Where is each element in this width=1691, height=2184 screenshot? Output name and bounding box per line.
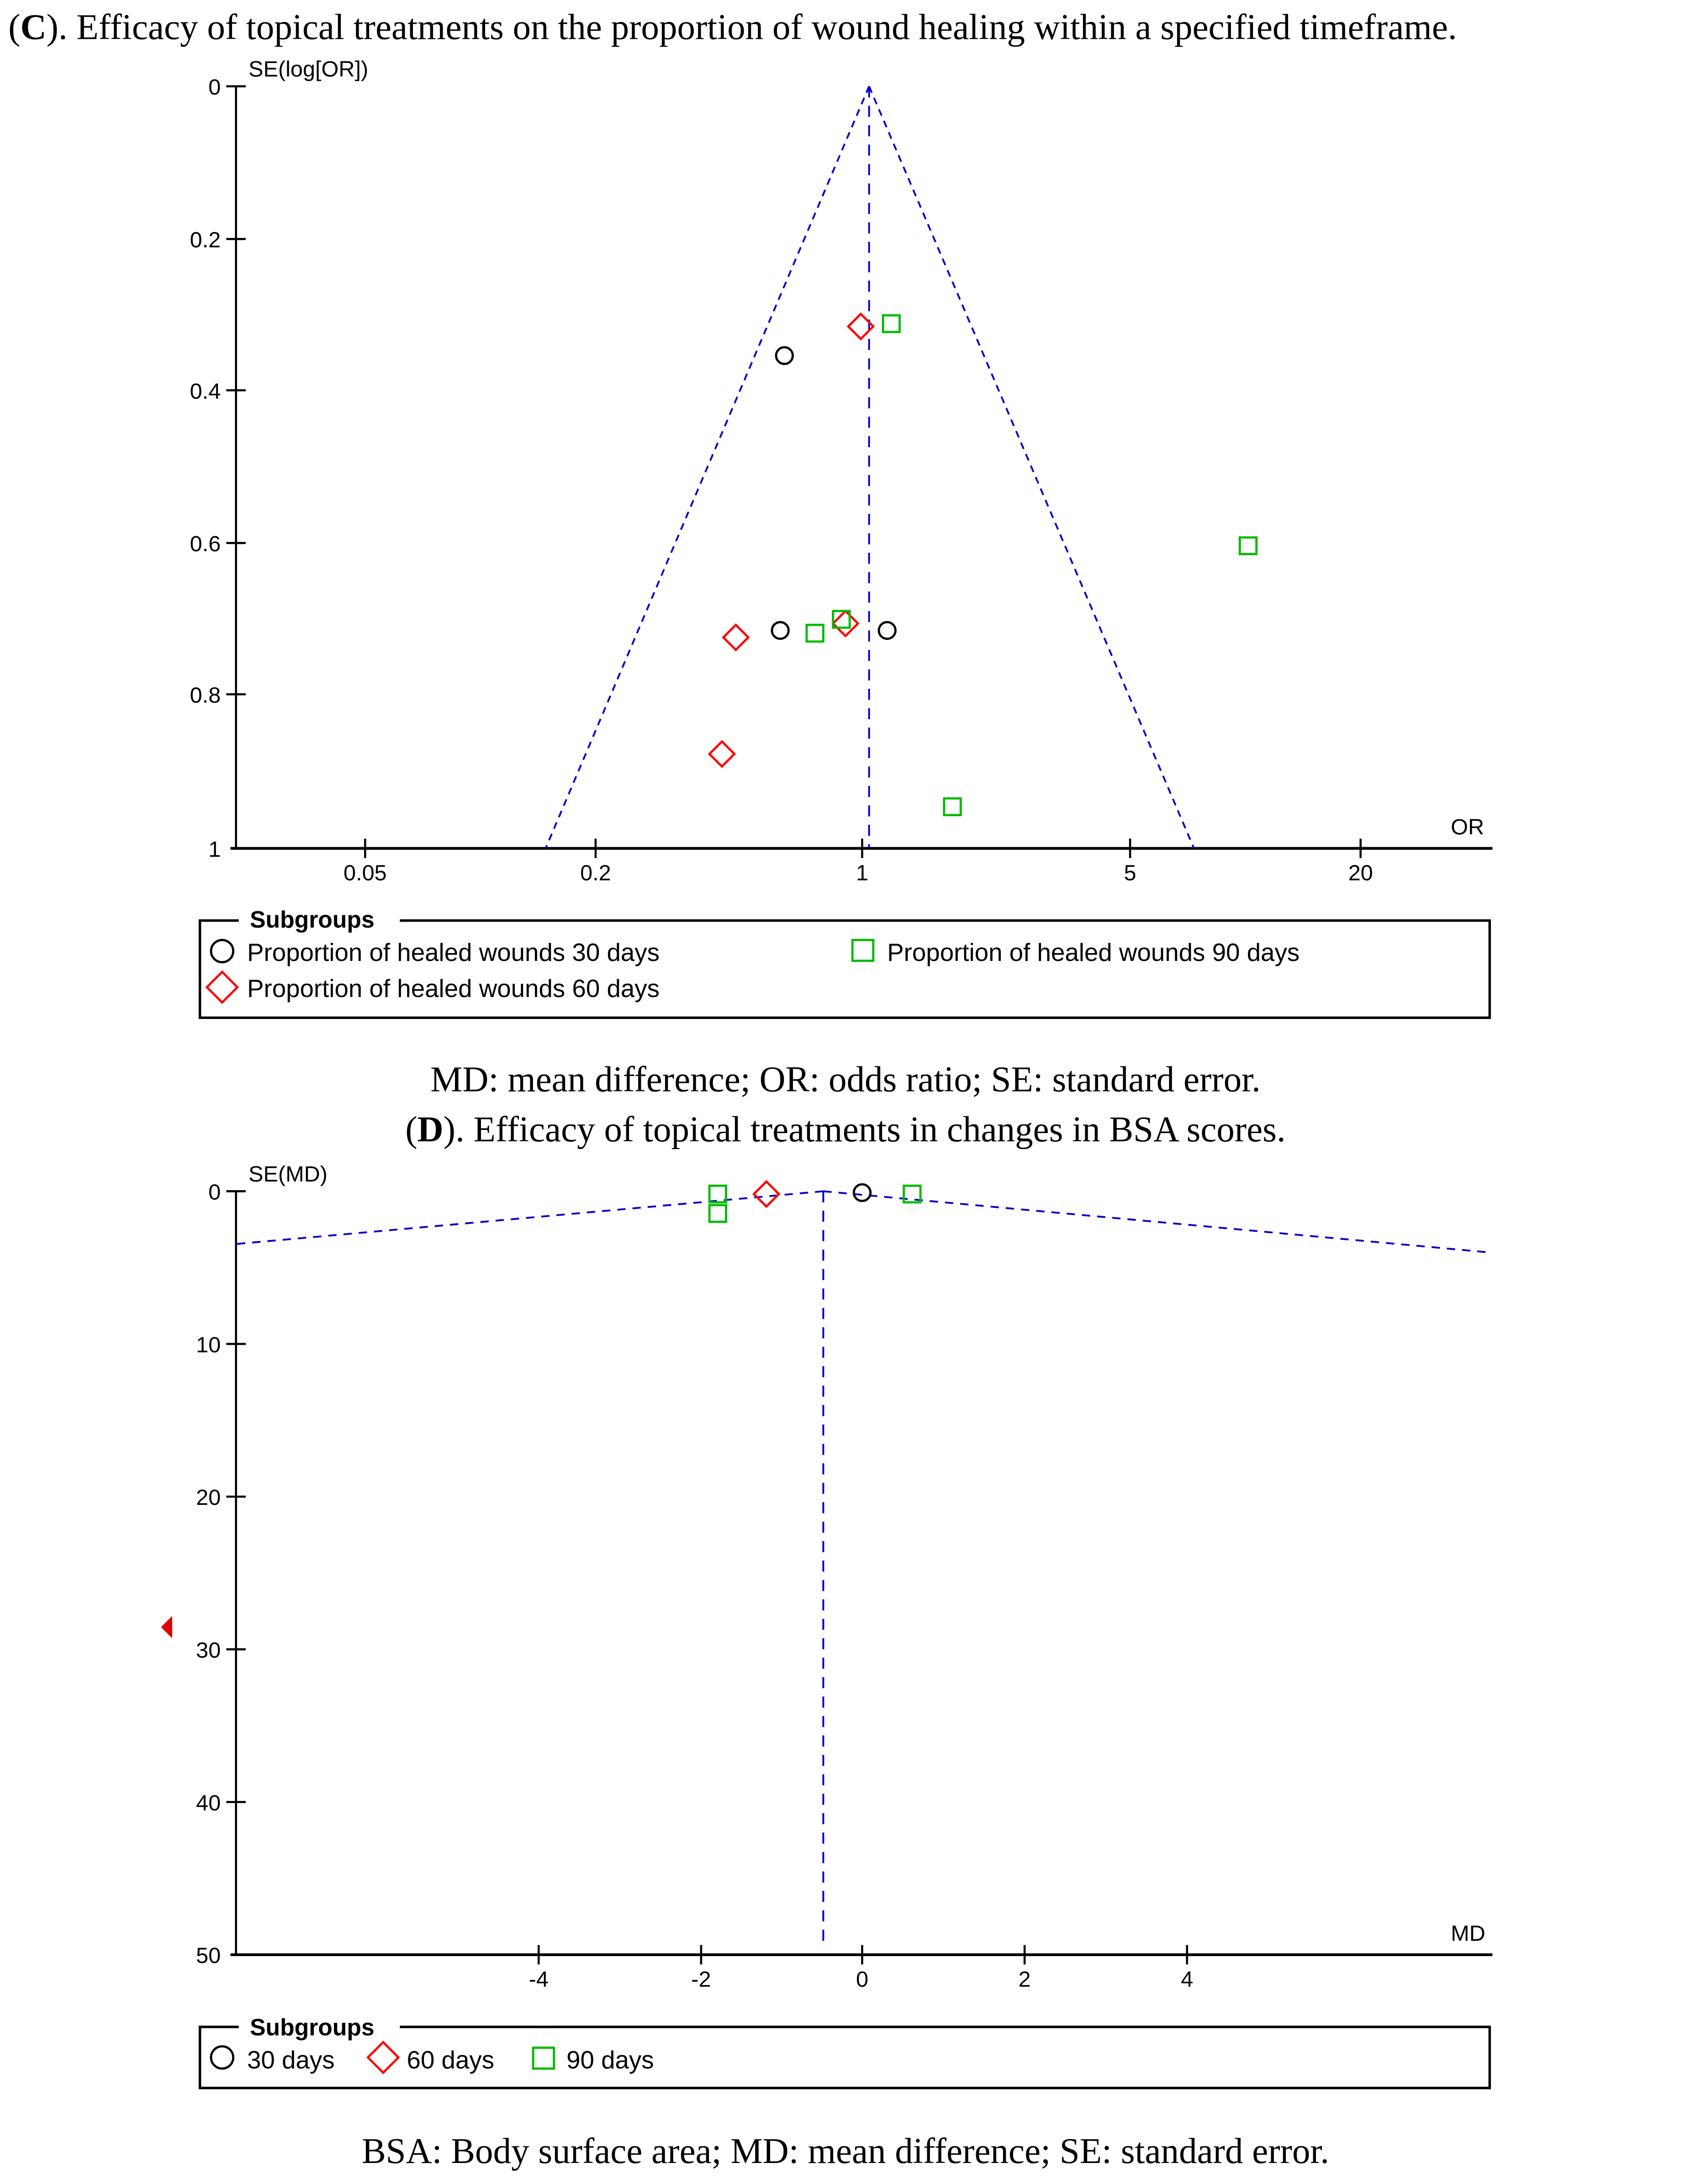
point-90d bbox=[709, 1186, 726, 1202]
svg-text:50: 50 bbox=[196, 1943, 221, 1968]
legend-60d-icon bbox=[368, 2042, 398, 2073]
panel-c-points bbox=[709, 314, 1257, 815]
panel-d-x-axis-label: MD bbox=[1451, 1921, 1485, 1946]
panel-d-x-ticks bbox=[529, 1967, 1194, 1992]
point-60d bbox=[833, 611, 858, 636]
panel-d bbox=[161, 1110, 1493, 2171]
panel-c-footnote: MD: mean difference; OR: odds ratio; SE: standard error. bbox=[430, 1060, 1261, 1100]
panel-d-axes bbox=[226, 1191, 1492, 1964]
svg-text:1: 1 bbox=[856, 860, 868, 886]
legend-90d-label: Proportion of healed wounds 90 days bbox=[887, 938, 1300, 966]
point-60d bbox=[724, 625, 749, 650]
svg-text:0.4: 0.4 bbox=[190, 379, 221, 404]
legend-30d-label: 30 days bbox=[247, 2046, 335, 2074]
legend-title: Subgroups bbox=[250, 906, 375, 933]
svg-text:20: 20 bbox=[196, 1485, 221, 1510]
panel-c-title: (C). Efficacy of topical treatments on the proportion of wound healing within a specified timeframe. bbox=[8, 7, 1457, 47]
point-90d bbox=[944, 798, 961, 815]
legend-30d-icon bbox=[211, 2047, 233, 2069]
svg-text:0.05: 0.05 bbox=[343, 860, 387, 886]
svg-text:0.2: 0.2 bbox=[190, 227, 221, 253]
legend-30d-icon bbox=[211, 940, 233, 962]
point-30d bbox=[772, 622, 788, 638]
svg-text:10: 10 bbox=[196, 1332, 221, 1357]
panel-c-axes bbox=[226, 86, 1492, 858]
red-marker-icon bbox=[161, 1616, 172, 1638]
point-90d bbox=[807, 625, 823, 641]
svg-text:40: 40 bbox=[196, 1790, 221, 1815]
panel-c-x-axis-label: OR bbox=[1451, 815, 1485, 840]
panel-c-y-ticks bbox=[190, 75, 221, 862]
panel-d-y-ticks bbox=[196, 1180, 221, 1968]
legend-60d-label: 60 days bbox=[407, 2046, 495, 2074]
panel-d-funnel bbox=[236, 1191, 1489, 1949]
point-60d bbox=[754, 1182, 779, 1207]
point-90d bbox=[709, 1205, 726, 1222]
svg-text:0.8: 0.8 bbox=[190, 683, 221, 708]
panel-c-y-axis-label: SE(log[OR]) bbox=[248, 57, 369, 82]
legend-title: Subgroups bbox=[250, 2014, 375, 2041]
svg-text:0.6: 0.6 bbox=[190, 532, 221, 557]
svg-text:1: 1 bbox=[208, 837, 221, 862]
legend-90d-icon bbox=[852, 940, 873, 961]
point-90d bbox=[883, 315, 899, 332]
svg-text:20: 20 bbox=[1348, 860, 1373, 886]
panel-d-legend bbox=[200, 2013, 1490, 2088]
legend-90d-label: 90 days bbox=[566, 2046, 654, 2074]
panel-d-points bbox=[709, 1182, 920, 1222]
legend-30d-label: Proportion of healed wounds 30 days bbox=[247, 938, 660, 966]
panel-c-funnel bbox=[545, 86, 1194, 849]
svg-text:0: 0 bbox=[208, 1180, 221, 1205]
legend-60d-icon bbox=[207, 972, 238, 1002]
panel-c-x-ticks bbox=[343, 860, 1373, 885]
panel-d-footnote: BSA: Body surface area; MD: mean difference; SE: standard error. bbox=[361, 2131, 1330, 2171]
point-30d bbox=[776, 347, 793, 364]
svg-text:2: 2 bbox=[1018, 1967, 1031, 1992]
svg-text:4: 4 bbox=[1181, 1967, 1194, 1992]
legend-90d-icon bbox=[533, 2048, 554, 2069]
point-60d bbox=[709, 742, 735, 767]
svg-text:0.2: 0.2 bbox=[580, 860, 611, 886]
panel-c-legend bbox=[200, 906, 1490, 1018]
legend-60d-label: Proportion of healed wounds 60 days bbox=[247, 974, 660, 1002]
point-90d bbox=[1240, 538, 1256, 554]
svg-text:5: 5 bbox=[1124, 860, 1136, 886]
point-30d bbox=[879, 622, 895, 638]
point-30d bbox=[854, 1184, 870, 1201]
svg-text:0: 0 bbox=[208, 75, 221, 100]
panel-c bbox=[8, 8, 1492, 1100]
svg-text:30: 30 bbox=[196, 1638, 221, 1663]
svg-text:-2: -2 bbox=[691, 1967, 711, 1992]
panel-d-title: (D). Efficacy of topical treatments in changes in BSA scores. bbox=[405, 1109, 1286, 1150]
panel-d-y-axis-label: SE(MD) bbox=[248, 1162, 328, 1187]
svg-text:0: 0 bbox=[856, 1967, 868, 1992]
svg-text:-4: -4 bbox=[528, 1967, 549, 1992]
